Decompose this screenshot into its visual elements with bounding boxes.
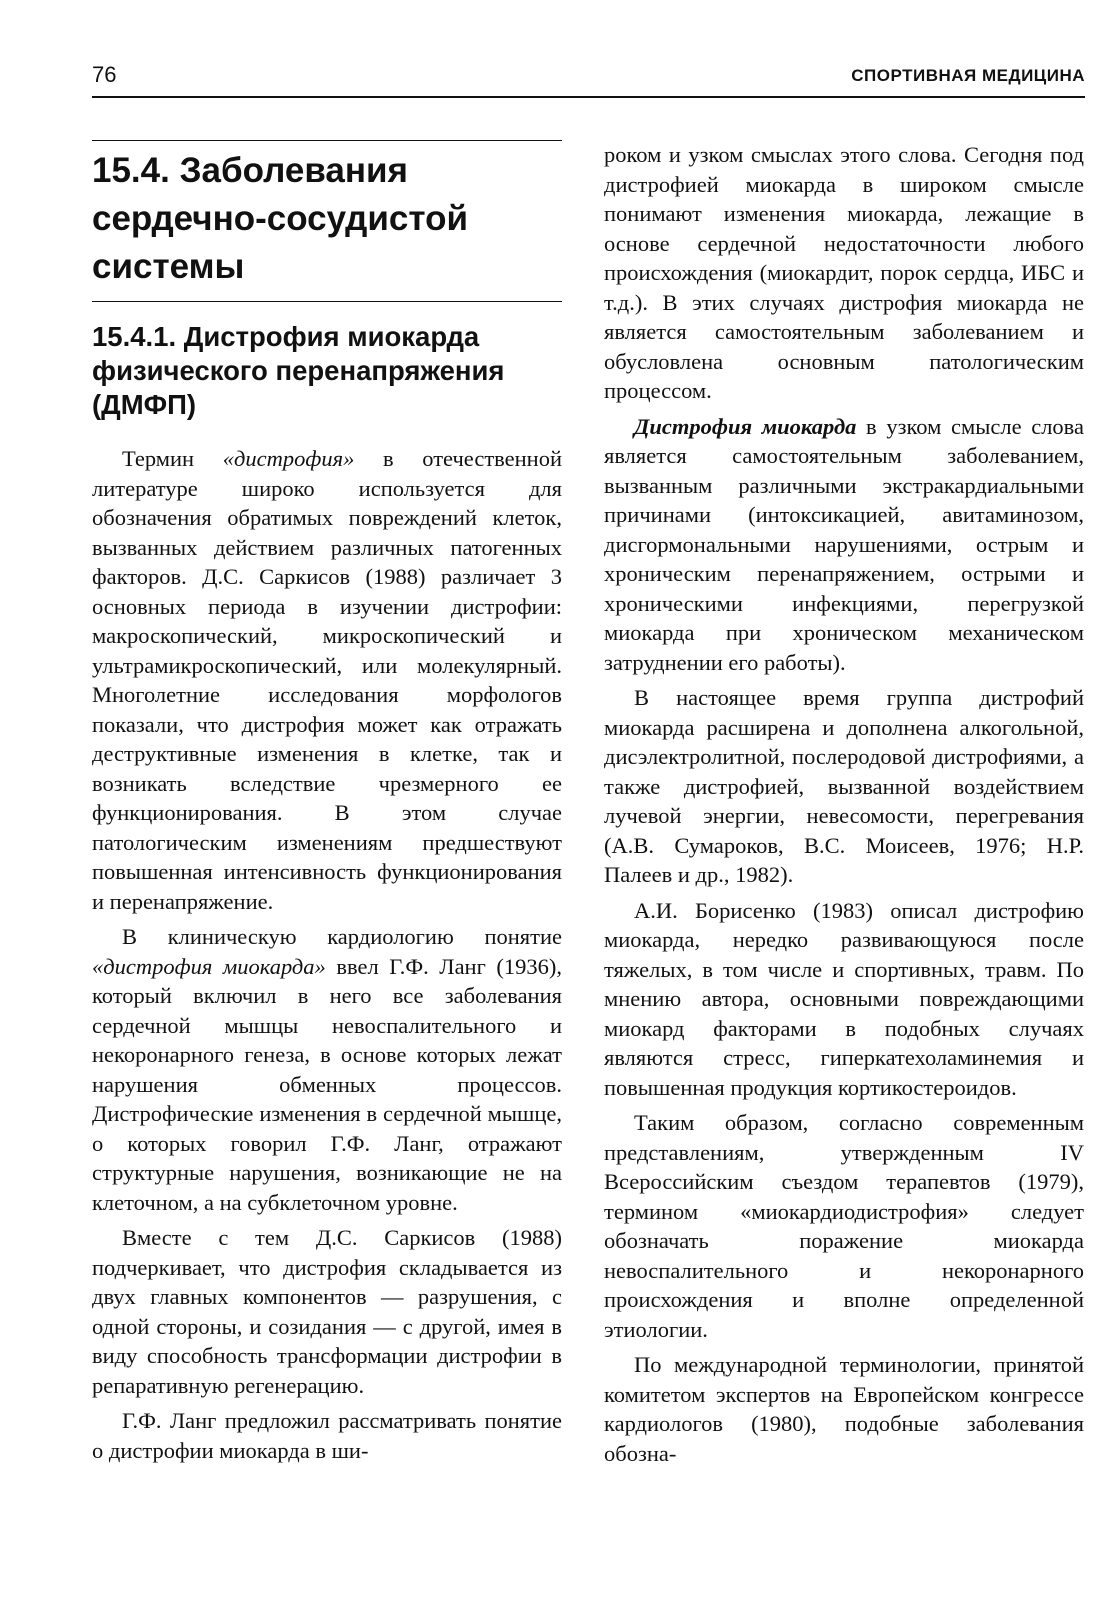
paragraph: Г.Ф. Ланг предложил рассматривать понятие о дистрофии миокарда в ши- <box>92 1408 562 1463</box>
section-bottom-rule <box>92 301 562 302</box>
page-number: 76 <box>92 62 117 87</box>
italic-term: «дистрофия миокарда» <box>92 953 326 979</box>
paragraph: Термин «дистрофия» в отечественной литературе широко используется для обозначения обратимых повреждений клеток, вызванных действием различных патогенных факторов. Д.С. Саркисов (1988) различает 3 основных периода в изучении дистрофии: макроскопический, микроскопический и ультрамикроскопический, или молекулярный. Многолетние исследования морфологов показали, что дистрофия может как отражать деструктивные изменения в клетке, так и возникать вследствие чрезмерного ее функционирования. В этом случае патологическим изменениям предшествуют повышенная интенсивность функционирования и перенапряжение. <box>92 446 563 914</box>
bold-italic-term: Дистрофия миокарда <box>634 413 857 439</box>
left-column <box>92 140 562 1471</box>
page-header <box>92 60 1085 98</box>
section-top-rule <box>92 140 562 141</box>
paragraph: По международной терминологии, принятой комитетом экспертов на Европейском конгрессе кардиологов (1980), подобные заболевания обозна- <box>604 1352 1084 1466</box>
italic-term: «дистрофия» <box>222 446 355 471</box>
paragraph: Таким образом, согласно современным представлениям, утвержденным IV Всероссийским съездом терапевтов (1979), термином «миокардиодистрофия» следует обозначать поражение миокарда невоспалительного и некоронарного происхождения и вполне определенной этиологии. <box>604 1110 1084 1342</box>
running-title: СПОРТИВНАЯ МЕДИЦИНА <box>851 66 1085 85</box>
section-heading: 15.4. Заболевания сердечно-сосудистой системы <box>92 151 468 286</box>
paragraph: В настоящее время группа дистрофий миокарда расширена и дополнена алкогольной, дисэлектролитной, послеродовой дистрофиями, а также дистрофией, вызванной воздействием лучевой энергии, невесомости, перегревания (А.В. Сумароков, В.С. Моисеев, 1976; Н.Р. Палеев и др., 1982). <box>604 685 1084 887</box>
paragraph: А.И. Борисенко (1983) описал дистрофию миокарда, нередко развивающуюся после тяжелых, в том числе и спортивных, травм. По мнению автора, основными повреждающими миокард факторами в подобных случаях являются стресс, гиперкатехоламинемия и повышенная продукция кортикостероидов. <box>604 897 1084 1100</box>
right-column <box>604 140 1084 1474</box>
paragraph-continued: роком и узком смыслах этого слова. Сегодня под дистрофией миокарда в широком смысле понимают изменения миокарда, лежащие в основе сердечной недостаточности любого происхождения (миокардит, порок сердца, ИБС и т.д.). В этих случаях дистрофия миокарда не является самостоятельным заболеванием и обусловлена основным патологическим процессом. <box>604 142 1084 403</box>
paragraph: Дистрофия миокарда в узком смысле слова является самостоятельным заболеванием, вызванным различными экстракардиальными причинами (интоксикацией, авитаминозом, дисгормональными нарушениями, острым и хроническим перенапряжением, острыми и хроническими инфекциями, перегрузкой миокарда при хроническом механическом затруднении его работы). <box>604 413 1084 675</box>
subsection-heading: 15.4.1. Дистрофия миокарда физического перенапряжения (ДМФП) <box>92 321 505 420</box>
paragraph: В клиническую кардиологию понятие «дистрофия миокарда» ввел Г.Ф. Ланг (1936), который включил в него все заболевания сердечной мышцы невоспалительного и некоронарного генеза, в основе которых лежат нарушения обменных процессов. Дистрофические изменения в сердечной мышце, о которых говорил Г.Ф. Ланг, отражают структурные нарушения, возникающие не на клеточном, а на субклеточном уровне. <box>92 924 562 1215</box>
paragraph: Вместе с тем Д.С. Саркисов (1988) подчеркивает, что дистрофия складывается из двух главных компонентов — разрушения, с одной стороны, и созидания — с другой, имея в виду способность трансформации дистрофии в репаративную регенерацию. <box>92 1225 562 1398</box>
